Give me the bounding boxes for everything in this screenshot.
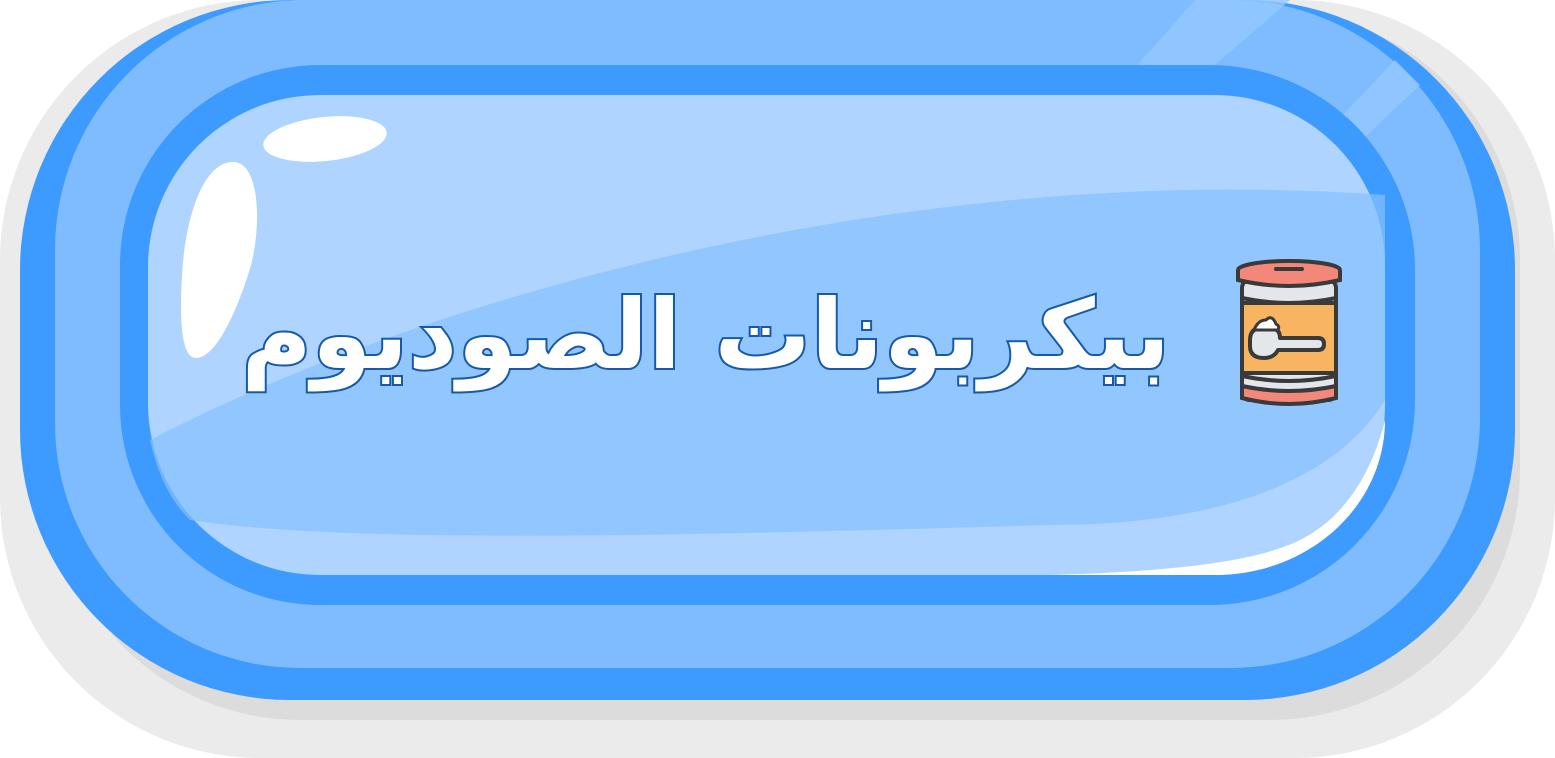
canister-icon-svg xyxy=(1228,258,1348,413)
button-label-container xyxy=(180,250,1170,420)
canister-with-scoop-icon xyxy=(1228,258,1348,413)
button-label[interactable]: بيكربونات الصوديوم xyxy=(241,279,1170,391)
